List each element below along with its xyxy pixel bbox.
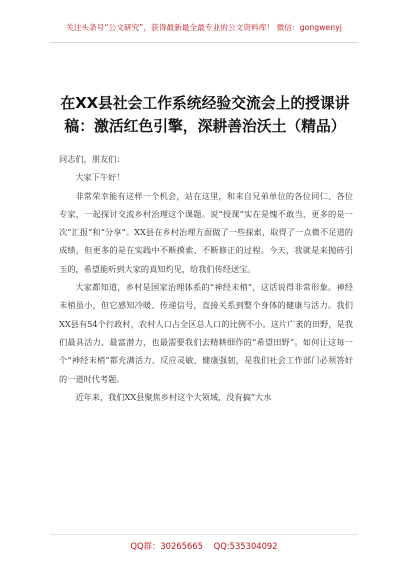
qq-group-number: QQ群：30265665 — [130, 541, 203, 551]
document-body — [59, 146, 353, 406]
document-title: 在XX县社会工作系统经验交流会上的授课讲稿：激活红色引擎，深耕善治沃土（精品） — [60, 95, 350, 135]
page-header: 关注头条号“公文研究”，获得最新最全最专业的公文资料库！ 微信：gongwenyj — [66, 23, 342, 32]
footer-divider — [50, 534, 358, 535]
paragraph: 大家下午好！ — [75, 172, 125, 183]
paragraph: 非常荣幸能有这样一个机会，站在这里，和来自兄弟单位的各位同仁、各位专家，一起探讨交流乡村治理这个课题。说“授课”实在是愧不敢当，更多的是一次“汇报”和“分享”。XX县在乡村治理方面做了一些探索，取得了一点微不足道的成绩，但更多的是在实践中不断摸索、不断修正的过程。今天，我就是来抛砖引玉的，希望能听到大家的真知灼见，给我们传经送宝。 — [59, 190, 353, 274]
qq-number: QQ:535304092 — [213, 541, 278, 551]
page-footer — [0, 540, 408, 552]
salutation: 同志们，朋友们： — [59, 154, 125, 164]
paragraph: 大家都知道，乡村是国家治理体系的“神经末梢”，这话说得非常形象。神经末梢虽小，但它感知冷暖、传递信号，直接关系到整个身体的健康与活力。我们XX县有54个行政村，农村人口占全区总人口的比例不小。这片广袤的田野，是我们最具活力、最富潜力，也最需要我们去精耕细作的“希望田野”。如何让这每一个“神经末梢”都充满活力、反应灵敏、健康强韧，是我们社会工作部门必须答好的一道时代考题。 — [59, 282, 353, 384]
header-divider — [50, 42, 358, 43]
paragraph: 近年来，我们XX县聚焦乡村这个大领域，没有搞“大水 — [75, 391, 272, 402]
